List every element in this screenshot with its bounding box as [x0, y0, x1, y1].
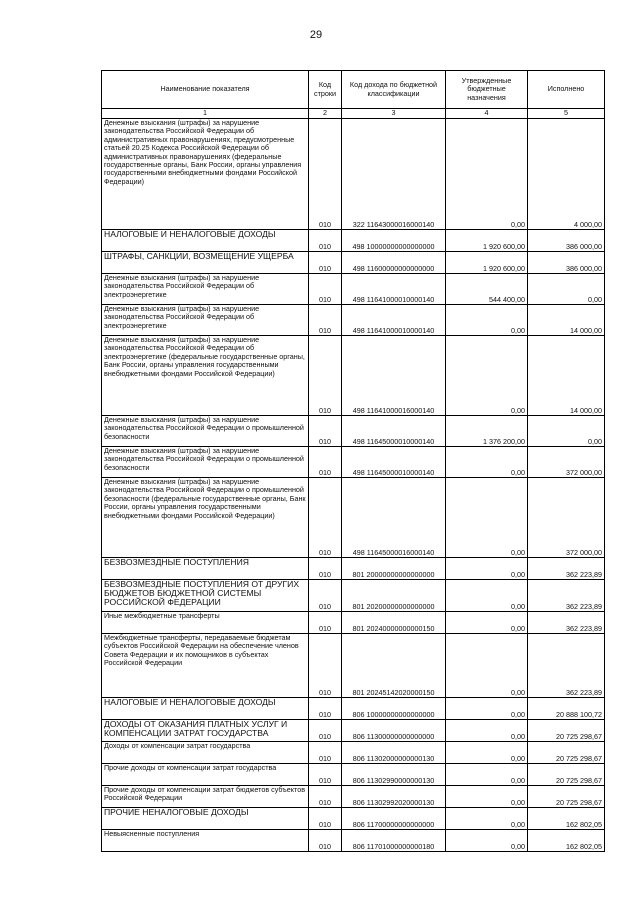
row-kbk: 806 11302000000000130 [342, 742, 446, 764]
row-kbk: 801 20240000000000150 [342, 612, 446, 634]
header-approved: Утвержденные бюджетные назначения [446, 71, 528, 109]
row-executed: 14 000,00 [528, 336, 605, 416]
row-approved: 0,00 [446, 612, 528, 634]
row-executed: 162 802,05 [528, 830, 605, 852]
row-executed: 386 000,00 [528, 252, 605, 274]
row-name: Денежные взыскания (штрафы) за нарушение законодательства Российской Федерации о промышленной безопасности [102, 416, 309, 447]
row-kbk: 498 11641000016000140 [342, 336, 446, 416]
row-approved: 0,00 [446, 830, 528, 852]
row-kbk: 801 20000000000000000 [342, 558, 446, 580]
row-kbk: 498 11641000010000140 [342, 305, 446, 336]
row-line-code: 010 [309, 336, 342, 416]
row-approved: 0,00 [446, 305, 528, 336]
row-name: Невыясненные поступления [102, 830, 309, 852]
row-executed: 20 725 298,67 [528, 786, 605, 808]
row-line-code: 010 [309, 634, 342, 698]
row-executed: 20 725 298,67 [528, 720, 605, 742]
row-name: Доходы от компенсации затрат государства [102, 742, 309, 764]
column-number-row [102, 109, 605, 119]
row-approved: 0,00 [446, 580, 528, 612]
row-line-code: 010 [309, 274, 342, 305]
row-approved: 0,00 [446, 808, 528, 830]
row-kbk: 806 10000000000000000 [342, 698, 446, 720]
row-name: Денежные взыскания (штрафы) за нарушение законодательства Российской Федерации об электроэнергетике [102, 305, 309, 336]
row-kbk: 322 11643000016000140 [342, 119, 446, 230]
table-row [102, 119, 605, 230]
row-name: НАЛОГОВЫЕ И НЕНАЛОГОВЫЕ ДОХОДЫ [102, 698, 309, 720]
row-executed: 362 223,89 [528, 558, 605, 580]
row-line-code: 010 [309, 230, 342, 252]
row-name: Межбюджетные трансферты, передаваемые бюджетам субъектов Российской Федерации на обеспечение членов Совета Федерации и их помощников в субъектах Российской Федерации [102, 634, 309, 698]
header-name: Наименование показателя [102, 71, 309, 109]
table-row [102, 612, 605, 634]
row-name: Денежные взыскания (штрафы) за нарушение законодательства Российской Федерации об электроэнергетике [102, 274, 309, 305]
row-approved: 0,00 [446, 336, 528, 416]
header-executed: Исполнено [528, 71, 605, 109]
row-approved: 0,00 [446, 742, 528, 764]
row-name: Денежные взыскания (штрафы) за нарушение законодательства Российской Федерации об административных правонарушениях, предусмотренные статьей 20.25 Кодекса Российской Федерации об административных правонарушениях (федеральные государственные органы, Банк России, органы управления государственными внебюджетными фондами Российской Федерации) [102, 119, 309, 230]
row-approved: 0,00 [446, 478, 528, 558]
row-line-code: 010 [309, 447, 342, 478]
row-name: Денежные взыскания (штрафы) за нарушение законодательства Российской Федерации о промышленной безопасности (федеральные государственные органы, Банк России, органы управления государственными внебюджетными фондами Российской Федерации) [102, 478, 309, 558]
table-row [102, 764, 605, 786]
row-kbk: 806 11302992020000130 [342, 786, 446, 808]
table-row [102, 230, 605, 252]
row-executed: 0,00 [528, 274, 605, 305]
row-name: Иные межбюджетные трансферты [102, 612, 309, 634]
row-approved: 0,00 [446, 720, 528, 742]
table-row [102, 478, 605, 558]
column-number: 4 [446, 109, 528, 119]
row-line-code: 010 [309, 764, 342, 786]
column-number: 3 [342, 109, 446, 119]
header-line-code: Код строки [309, 71, 342, 109]
row-approved: 0,00 [446, 558, 528, 580]
row-line-code: 010 [309, 478, 342, 558]
row-executed: 362 223,89 [528, 634, 605, 698]
row-executed: 162 802,05 [528, 808, 605, 830]
row-line-code: 010 [309, 119, 342, 230]
row-name: НАЛОГОВЫЕ И НЕНАЛОГОВЫЕ ДОХОДЫ [102, 230, 309, 252]
row-kbk: 498 11641000010000140 [342, 274, 446, 305]
page-number: 29 [309, 29, 323, 41]
row-approved: 0,00 [446, 764, 528, 786]
row-executed: 362 223,89 [528, 612, 605, 634]
row-kbk: 801 20200000000000000 [342, 580, 446, 612]
table-row [102, 580, 605, 612]
row-kbk: 806 11701000000000180 [342, 830, 446, 852]
row-name: БЕЗВОЗМЕЗДНЫЕ ПОСТУПЛЕНИЯ [102, 558, 309, 580]
row-kbk: 806 11300000000000000 [342, 720, 446, 742]
row-line-code: 010 [309, 612, 342, 634]
row-line-code: 010 [309, 252, 342, 274]
column-number: 1 [102, 109, 309, 119]
row-line-code: 010 [309, 786, 342, 808]
table-header-row [102, 71, 605, 109]
row-executed: 20 888 100,72 [528, 698, 605, 720]
table-row [102, 558, 605, 580]
row-name: Прочие доходы от компенсации затрат бюджетов субъектов Российской Федерации [102, 786, 309, 808]
row-name: ШТРАФЫ, САНКЦИИ, ВОЗМЕЩЕНИЕ УЩЕРБА [102, 252, 309, 274]
row-executed: 4 000,00 [528, 119, 605, 230]
table-row [102, 830, 605, 852]
row-line-code: 010 [309, 808, 342, 830]
table-row [102, 786, 605, 808]
table-row [102, 274, 605, 305]
row-approved: 544 400,00 [446, 274, 528, 305]
row-approved: 0,00 [446, 698, 528, 720]
row-line-code: 010 [309, 720, 342, 742]
row-executed: 386 000,00 [528, 230, 605, 252]
row-approved: 0,00 [446, 447, 528, 478]
row-kbk: 498 10000000000000000 [342, 230, 446, 252]
row-executed: 372 000,00 [528, 447, 605, 478]
row-kbk: 498 11600000000000000 [342, 252, 446, 274]
row-executed: 20 725 298,67 [528, 764, 605, 786]
row-name: Прочие доходы от компенсации затрат государства [102, 764, 309, 786]
row-approved: 0,00 [446, 634, 528, 698]
row-name: БЕЗВОЗМЕЗДНЫЕ ПОСТУПЛЕНИЯ ОТ ДРУГИХ БЮДЖЕТОВ БЮДЖЕТНОЙ СИСТЕМЫ РОССИЙСКОЙ ФЕДЕРАЦИИ [102, 580, 309, 612]
row-approved: 1 920 600,00 [446, 252, 528, 274]
row-name: Денежные взыскания (штрафы) за нарушение законодательства Российской Федерации об электроэнергетике (федеральные государственные органы, Банк России, органы управления государственными внебюджетными фондами Российской Федерации) [102, 336, 309, 416]
row-approved: 0,00 [446, 119, 528, 230]
row-kbk: 498 11645000010000140 [342, 447, 446, 478]
header-kbk: Код дохода по бюджетной классификации [342, 71, 446, 109]
row-approved: 0,00 [446, 786, 528, 808]
table-row [102, 720, 605, 742]
column-number: 2 [309, 109, 342, 119]
row-approved: 1 376 200,00 [446, 416, 528, 447]
row-approved: 1 920 600,00 [446, 230, 528, 252]
row-executed: 0,00 [528, 416, 605, 447]
row-line-code: 010 [309, 698, 342, 720]
table-row [102, 742, 605, 764]
revenue-table [101, 70, 605, 852]
row-line-code: 010 [309, 305, 342, 336]
row-name: ПРОЧИЕ НЕНАЛОГОВЫЕ ДОХОДЫ [102, 808, 309, 830]
table-row [102, 698, 605, 720]
row-kbk: 498 11645000016000140 [342, 478, 446, 558]
table-row [102, 808, 605, 830]
row-executed: 372 000,00 [528, 478, 605, 558]
table-row [102, 634, 605, 698]
row-executed: 14 000,00 [528, 305, 605, 336]
row-executed: 362 223,89 [528, 580, 605, 612]
table-row [102, 416, 605, 447]
row-kbk: 806 11302990000000130 [342, 764, 446, 786]
table-row [102, 252, 605, 274]
table-row [102, 305, 605, 336]
table-row [102, 336, 605, 416]
row-line-code: 010 [309, 830, 342, 852]
row-name: Денежные взыскания (штрафы) за нарушение законодательства Российской Федерации о промышленной безопасности [102, 447, 309, 478]
row-line-code: 010 [309, 416, 342, 447]
column-number: 5 [528, 109, 605, 119]
row-line-code: 010 [309, 742, 342, 764]
row-line-code: 010 [309, 558, 342, 580]
row-kbk: 498 11645000010000140 [342, 416, 446, 447]
table-row [102, 447, 605, 478]
row-line-code: 010 [309, 580, 342, 612]
row-executed: 20 725 298,67 [528, 742, 605, 764]
row-kbk: 801 20245142020000150 [342, 634, 446, 698]
row-name: ДОХОДЫ ОТ ОКАЗАНИЯ ПЛАТНЫХ УСЛУГ И КОМПЕНСАЦИИ ЗАТРАТ ГОСУДАРСТВА [102, 720, 309, 742]
row-kbk: 806 11700000000000000 [342, 808, 446, 830]
